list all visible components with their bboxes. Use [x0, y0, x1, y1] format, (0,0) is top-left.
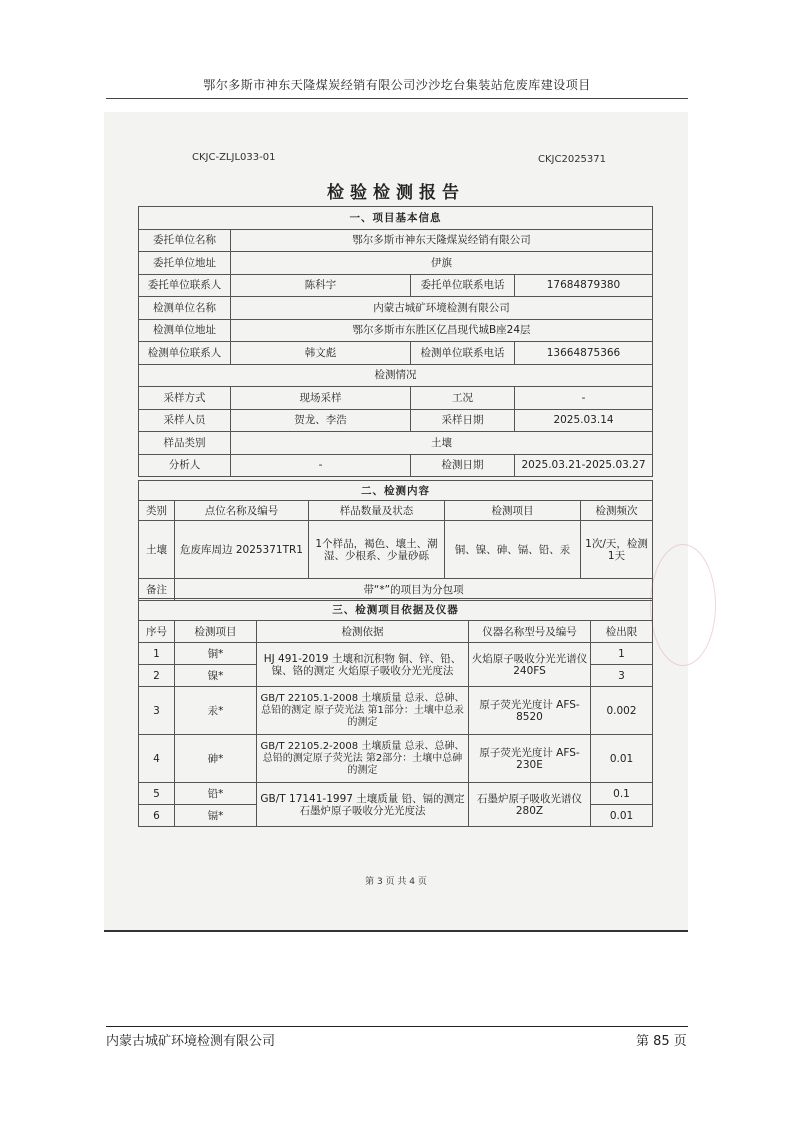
row1-item: 铜*	[175, 643, 257, 665]
row2-no: 2	[139, 665, 175, 687]
row-items: 铜、镍、砷、镉、铅、汞	[445, 521, 581, 579]
lab-name: 内蒙古城矿环境检测有限公司	[231, 297, 653, 320]
condition-label: 工况	[411, 387, 515, 410]
header-rule	[106, 98, 688, 99]
point-header: 点位名称及编号	[175, 501, 309, 521]
remark-label: 备注	[139, 579, 175, 601]
row3-limit: 0.002	[591, 687, 653, 735]
row1-limit: 1	[591, 643, 653, 665]
instrument-header: 仪器名称型号及编号	[469, 621, 591, 643]
row1-no: 1	[139, 643, 175, 665]
analyst-label: 分析人	[139, 454, 231, 477]
client-address: 伊旗	[231, 252, 653, 275]
page-header: 鄂尔多斯市神东天隆煤炭经销有限公司沙沙圪台集装站危废库建设项目	[203, 78, 591, 92]
sampling-date: 2025.03.14	[515, 409, 653, 432]
row6-item: 镉*	[175, 805, 257, 827]
sample-type-label: 样品类别	[139, 432, 231, 455]
client-phone: 17684879380	[515, 274, 653, 297]
row3-no: 3	[139, 687, 175, 735]
sampling-date-label: 采样日期	[411, 409, 515, 432]
lab-address: 鄂尔多斯市东胜区亿昌现代城B座24层	[231, 319, 653, 342]
category-header: 类别	[139, 501, 175, 521]
section2-heading: 二、检测内容	[139, 481, 653, 501]
row4-item: 砷*	[175, 735, 257, 783]
remark: 带“*”的项目为分包项	[175, 579, 653, 601]
basis-row3: GB/T 22105.1-2008 土壤质量 总汞、总砷、总铅的测定 原子荧光法 第1部分：土壤中总汞的测定	[257, 687, 469, 735]
stamp-mark	[650, 544, 716, 666]
doc-code-left: CKJC-ZLJL033-01	[192, 152, 276, 163]
basis-instrument-table	[138, 598, 653, 827]
footer-page-number: 第 85 页	[636, 1034, 687, 1049]
basis-group-c: GB/T 17141-1997 土壤质量 铅、镉的测定石墨炉原子吸收分光光度法	[257, 783, 469, 827]
scanned-report	[104, 112, 688, 932]
sampling-method-label: 采样方式	[139, 387, 231, 410]
client-address-label: 委托单位地址	[139, 252, 231, 275]
test-date-label: 检测日期	[411, 454, 515, 477]
row2-item: 镍*	[175, 665, 257, 687]
row6-no: 6	[139, 805, 175, 827]
report-title: 检验检测报告	[327, 183, 465, 203]
basis-row4: GB/T 22105.2-2008 土壤质量 总汞、总砷、总铅的测定原子荧光法 第2部分：土壤中总砷的测定	[257, 735, 469, 783]
lab-phone-label: 检测单位联系电话	[411, 342, 515, 365]
row5-no: 5	[139, 783, 175, 805]
row-point: 危废库周边 2025371TR1	[175, 521, 309, 579]
instrument-row4: 原子荧光光度计 AFS-230E	[469, 735, 591, 783]
row4-no: 4	[139, 735, 175, 783]
row5-limit: 0.1	[591, 783, 653, 805]
basic-info-table	[138, 206, 653, 477]
samplers: 贺龙、李浩	[231, 409, 411, 432]
row4-limit: 0.01	[591, 735, 653, 783]
basis-header: 检测依据	[257, 621, 469, 643]
lab-phone: 13664875366	[515, 342, 653, 365]
footer-rule	[106, 1026, 688, 1027]
doc-code-right: CKJC2025371	[538, 154, 607, 165]
samplers-label: 采样人员	[139, 409, 231, 432]
test-content-table	[138, 480, 653, 601]
basis-group-a: HJ 491-2019 土壤和沉积物 铜、锌、铅、镍、铬的测定 火焰原子吸收分光光度法	[257, 643, 469, 687]
no-header: 序号	[139, 621, 175, 643]
footer-company: 内蒙古城矿环境检测有限公司	[106, 1034, 276, 1049]
row-frequency: 1次/天，检测1天	[581, 521, 653, 579]
test-date: 2025.03.21-2025.03.27	[515, 454, 653, 477]
row3-item: 汞*	[175, 687, 257, 735]
section1-heading: 一、项目基本信息	[139, 207, 653, 230]
limit-header: 检出限	[591, 621, 653, 643]
condition: -	[515, 387, 653, 410]
instrument-row3: 原子荧光光度计 AFS-8520	[469, 687, 591, 735]
row-category: 土壤	[139, 521, 175, 579]
scan-page-number: 第 3 页 共 4 页	[365, 877, 427, 887]
lab-address-label: 检测单位地址	[139, 319, 231, 342]
lab-contact-label: 检测单位联系人	[139, 342, 231, 365]
client-phone-label: 委托单位联系电话	[411, 274, 515, 297]
situation-heading: 检测情况	[139, 364, 653, 387]
row5-item: 铅*	[175, 783, 257, 805]
section3-heading: 三、检测项目依据及仪器	[139, 599, 653, 621]
lab-name-label: 检测单位名称	[139, 297, 231, 320]
analyst: -	[231, 454, 411, 477]
instrument-group-a: 火焰原子吸收分光光谱仪 240FS	[469, 643, 591, 687]
items-header: 检测项目	[445, 501, 581, 521]
client-name: 鄂尔多斯市神东天隆煤炭经销有限公司	[231, 229, 653, 252]
row2-limit: 3	[591, 665, 653, 687]
client-contact-label: 委托单位联系人	[139, 274, 231, 297]
sample-type: 土壤	[231, 432, 653, 455]
scan-bottom-edge	[104, 930, 688, 932]
sample-qty-header: 样品数量及状态	[309, 501, 445, 521]
client-contact: 陈科宇	[231, 274, 411, 297]
client-name-label: 委托单位名称	[139, 229, 231, 252]
row-sample-qty: 1个样品，褐色、壤土、潮湿、少根系、少量砂砾	[309, 521, 445, 579]
row6-limit: 0.01	[591, 805, 653, 827]
instrument-group-c: 石墨炉原子吸收光谱仪 280Z	[469, 783, 591, 827]
item-header: 检测项目	[175, 621, 257, 643]
lab-contact: 韩文彪	[231, 342, 411, 365]
frequency-header: 检测频次	[581, 501, 653, 521]
sampling-method: 现场采样	[231, 387, 411, 410]
